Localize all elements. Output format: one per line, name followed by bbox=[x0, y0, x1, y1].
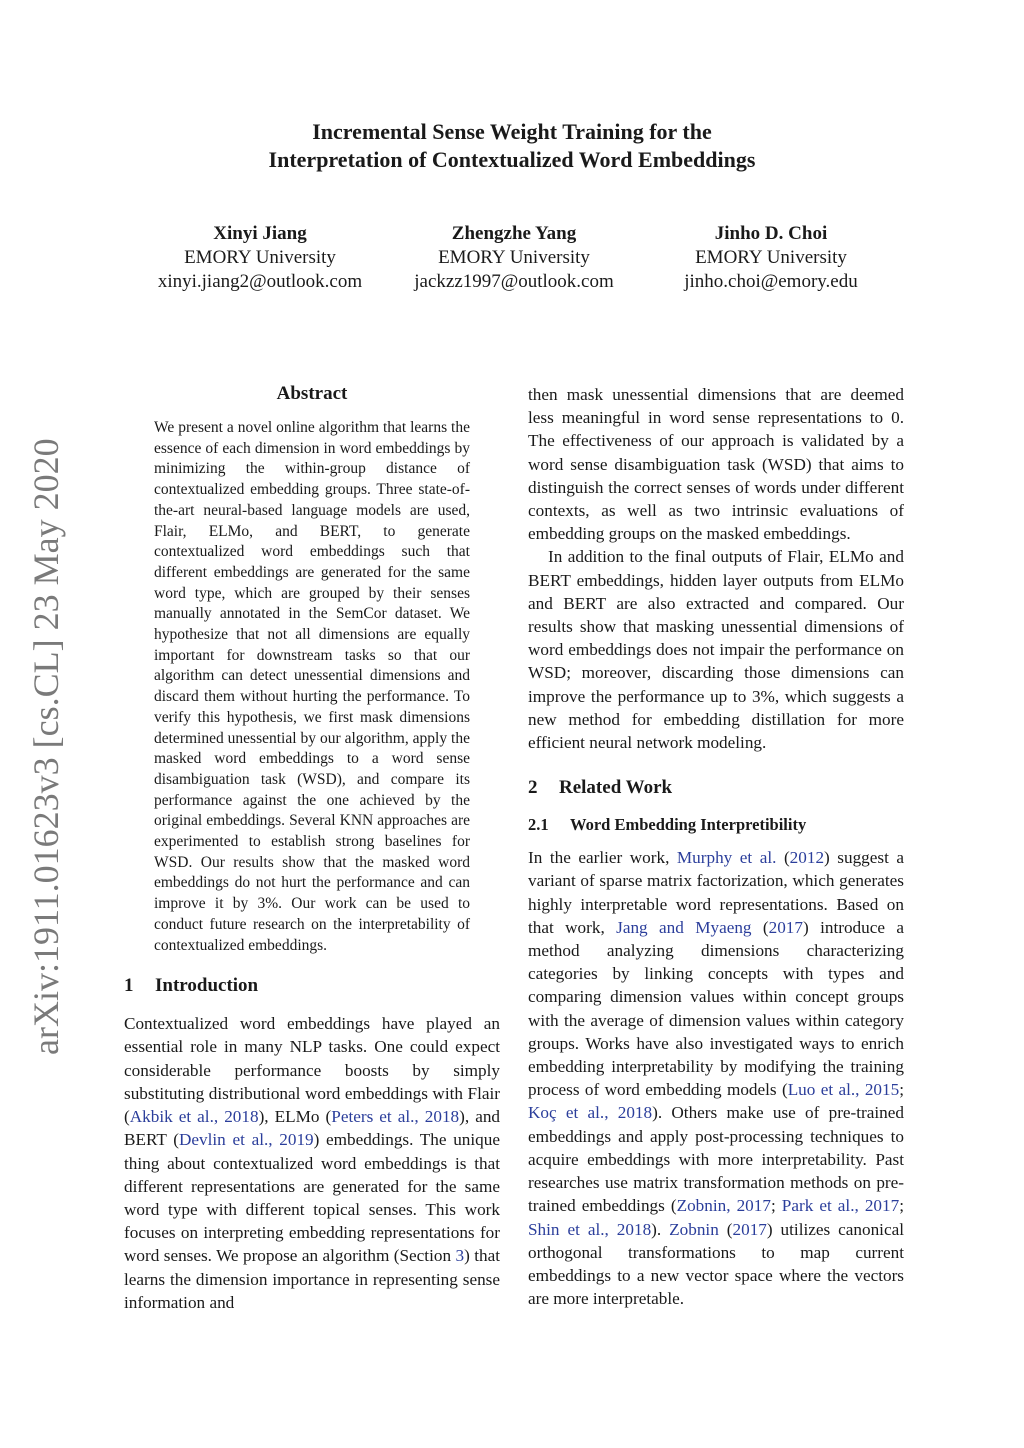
author-affiliation: EMORY University bbox=[438, 247, 590, 268]
citation-zobnin-2[interactable]: Zobnin bbox=[669, 1219, 719, 1239]
section-heading-related-work bbox=[528, 776, 904, 800]
citation-shin[interactable]: Shin et al., 2018 bbox=[528, 1219, 652, 1239]
citation-jang[interactable]: Jang and Myaeng bbox=[616, 917, 752, 937]
citation-peters[interactable]: Peters et al., 2018 bbox=[331, 1107, 460, 1127]
citation-luo[interactable]: Luo et al., 2015 bbox=[787, 1080, 900, 1100]
citation-murphy-year[interactable]: 2012 bbox=[789, 848, 825, 868]
paper-title-line-1: Incremental Sense Weight Training for the bbox=[312, 119, 712, 144]
subsection-title: Word Embedding Interpretibility bbox=[570, 815, 807, 835]
citation-murphy[interactable]: Murphy et al. bbox=[676, 848, 777, 868]
section-heading-introduction bbox=[124, 974, 500, 998]
related-work-paragraph: In the earlier work, Murphy et al. (2012) suggest a variant of sparse matrix factorization, which generates highly interpretable word representations. Based on that work, Jang and Myaeng (2017) introduce a method analyzing dimensions characterizing categories by linking concepts with types and comparing dimension values within concept groups with the average of dimension values within category groups. Works have also investigated ways to enrich embedding interpretability by modifying the training process of word embedding models (Luo et al., 2015; Koç et al., 2018). Others make use of pre-trained embeddings and apply post-processing techniques to acquire embeddings with more interpretability. Past researches use matrix transformation methods on pre-trained embeddings (Zobnin, 2017; Park et al., 2017; Shin et al., 2018). Zobnin (2017) utilizes canonical orthogonal transformations to map current embeddings to a new vector space where the vectors are more interpretable. bbox=[528, 848, 904, 1309]
paper-title bbox=[0, 118, 1024, 174]
author-affiliation: EMORY University bbox=[695, 247, 847, 268]
section-number: 1 bbox=[124, 975, 134, 997]
section-title: Related Work bbox=[559, 777, 673, 799]
author-name: Zhengzhe Yang bbox=[451, 223, 577, 244]
author-email[interactable]: xinyi.jiang2@outlook.com bbox=[157, 271, 363, 292]
introduction-paragraph-2: In addition to the final outputs of Flair, ELMo and BERT embeddings, hidden layer outputs from ELMo and BERT are also extracted and compared. Our results show that masking unessential dimensions of word embeddings does not impair the performance on WSD; moreover, discarding those dimensions can improve the performance up to 3%, which suggests a new method for embedding distillation for more efficient neural network modeling. bbox=[528, 547, 904, 753]
author-email[interactable]: jackzz1997@outlook.com bbox=[414, 271, 614, 292]
citation-akbik[interactable]: Akbik et al., 2018 bbox=[129, 1107, 259, 1127]
abstract-heading: Abstract bbox=[276, 383, 348, 404]
author-block-choi bbox=[621, 222, 921, 294]
subsection-heading-interpretibility bbox=[528, 814, 904, 836]
author-email[interactable]: jinho.choi@emory.edu bbox=[684, 271, 858, 292]
citation-devlin[interactable]: Devlin et al., 2019 bbox=[179, 1130, 314, 1150]
author-name: Jinho D. Choi bbox=[714, 223, 828, 244]
section-3-link[interactable]: 3 bbox=[455, 1246, 465, 1266]
introduction-paragraph-1-continued: then mask unessential dimensions that are deemed less meaningful in word sense representations to 0. The effectiveness of our approach is validated by a word sense disambiguation task (WSD) that aims to distinguish the correct senses of words under different contexts, as well as two intrinsic evaluations of embedding groups on the masked embeddings. bbox=[528, 385, 904, 544]
citation-jang-year[interactable]: 2017 bbox=[768, 917, 803, 937]
introduction-paragraph-1: Contextualized word embeddings have played an essential role in many NLP tasks. One could expect considerable performance boosts by simply substituting distributional word embeddings with Flair (Akbik et al., 2018), ELMo (Peters et al., 2018), and BERT (Devlin et al., 2019) embeddings. The unique thing about contextualized word embeddings is that different representations are generated for the same word type with different topical senses. This work focuses on interpreting embedding representations for word senses. We propose an algorithm (Section 3) that learns the dimension importance in representing sense information and bbox=[124, 1014, 501, 1312]
section-number: 2 bbox=[528, 777, 538, 799]
right-column bbox=[528, 383, 904, 1310]
citation-koc[interactable]: Koç et al., 2018 bbox=[528, 1103, 653, 1123]
author-affiliation: EMORY University bbox=[184, 247, 336, 268]
section-title: Introduction bbox=[155, 975, 259, 997]
citation-zobnin[interactable]: Zobnin, 2017 bbox=[676, 1196, 771, 1216]
left-column bbox=[124, 378, 500, 1314]
abstract-body: We present a novel online algorithm that learns the essence of each dimension in word embeddings by minimizing the within-group distance of contextualized embedding groups. Three state-of-the-art neural-based language models are used, Flair, ELMo, and BERT, to generate contextualized word embeddings such that different embeddings are generated for the same word type, which are grouped by their senses manually annotated in the SemCor dataset. We hypothesize that not all dimensions are equally important for downstream tasks so that our algorithm can detect unessential dimensions and discard them without hurting the performance. To verify this hypothesis, we first mask dimensions determined unessential by our algorithm, apply the masked word embeddings to a word sense disambiguation task (WSD), and compare its performance against the one achieved by the original embeddings. Several KNN approaches are experimented to establish strong baselines for WSD. Our results show that the masked word embeddings do not hurt the performance and can improve it by 3%. Our work can be used to conduct future research on the interpretability of contextualized embeddings. bbox=[154, 419, 470, 954]
arxiv-identifier: arXiv:1911.01623v3 [cs.CL] 23 May 2020 bbox=[26, 438, 66, 1055]
author-block-yang bbox=[364, 222, 664, 294]
citation-zobnin-2-year[interactable]: 2017 bbox=[732, 1219, 767, 1239]
citation-park[interactable]: Park et al., 2017 bbox=[781, 1196, 900, 1216]
author-name: Xinyi Jiang bbox=[213, 223, 307, 244]
paper-title-line-2: Interpretation of Contextualized Word Embeddings bbox=[268, 147, 756, 172]
subsection-number: 2.1 bbox=[528, 815, 549, 835]
